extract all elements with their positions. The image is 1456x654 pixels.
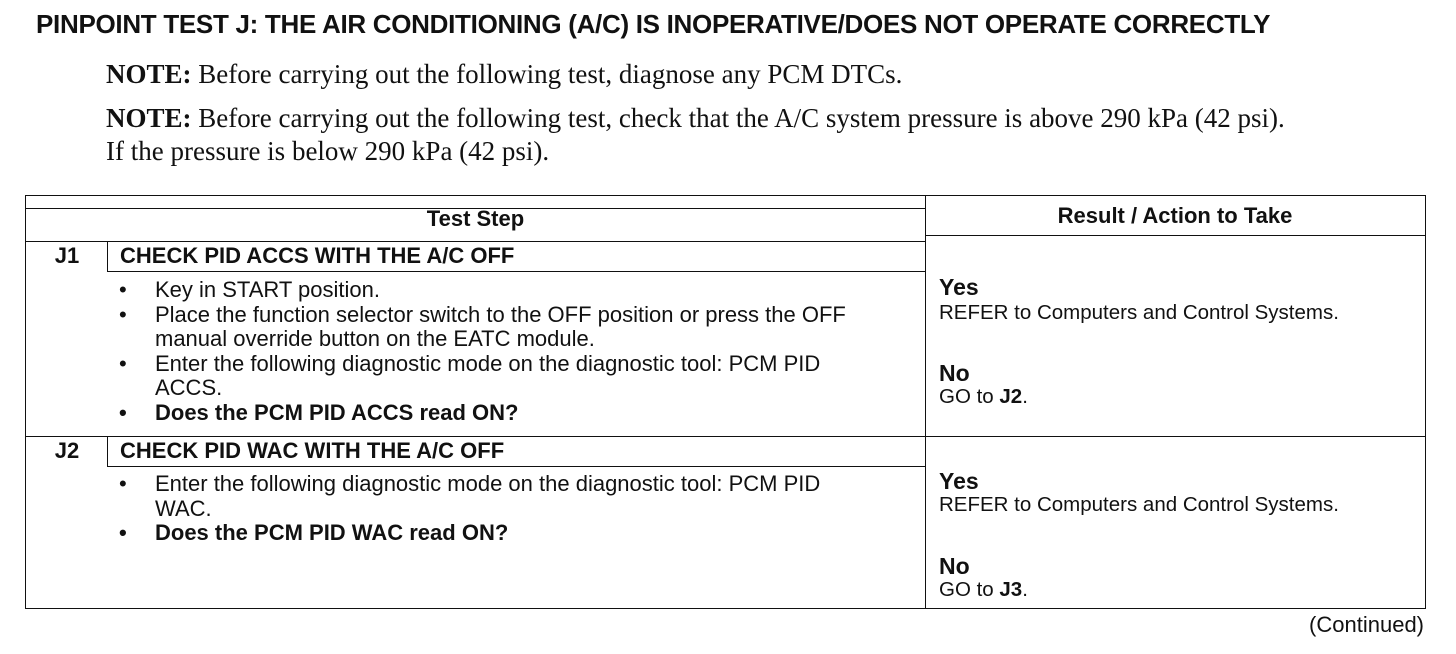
row-divider: [26, 436, 1425, 437]
result-no-suffix: .: [1022, 578, 1028, 601]
note-text: Before carrying out the following test, diagnose any PCM DTCs.: [198, 59, 903, 89]
result-no-prefix: GO to: [939, 385, 1000, 408]
page-title: PINPOINT TEST J: THE AIR CONDITIONING (A/C) IS INOPERATIVE/DOES NOT OPERATE CORRECTLY: [36, 9, 1271, 39]
note-ac-pressure: [106, 102, 1306, 168]
step-title: CHECK PID WAC WITH THE A/C OFF: [120, 438, 505, 463]
note-pcm-dtcs: [106, 58, 1306, 91]
result-no-label: No: [939, 360, 970, 386]
step-id: J1: [54, 243, 80, 268]
row-divider: [925, 235, 1425, 236]
column-divider: [925, 196, 926, 608]
result-no-action: [939, 385, 1028, 409]
instruction-item: • Enter the following diagnostic mode on the diagnostic tool: PCM PID ACCS.: [111, 352, 871, 401]
instruction-question: • Does the PCM PID ACCS read ON?: [111, 401, 871, 426]
result-yes-label: Yes: [939, 468, 979, 494]
step-id: J2: [54, 438, 80, 463]
result-no-target: J3: [999, 578, 1023, 601]
header-result-action: Result / Action to Take: [1057, 203, 1293, 228]
step-instructions: [111, 278, 871, 425]
header-test-step: Test Step: [426, 206, 525, 231]
result-no-suffix: .: [1022, 385, 1028, 408]
instruction-item: • Key in START position.: [111, 278, 871, 303]
result-no-label: No: [939, 553, 970, 579]
result-yes-action: REFER to Computers and Control Systems.: [939, 301, 1339, 324]
row-divider: [107, 271, 925, 272]
result-yes-label: Yes: [939, 274, 979, 300]
note-label: NOTE:: [106, 59, 192, 89]
result-yes-action: REFER to Computers and Control Systems.: [939, 493, 1339, 516]
result-no-action: [939, 578, 1028, 602]
instruction-item: • Enter the following diagnostic mode on the diagnostic tool: PCM PID WAC.: [111, 472, 871, 521]
continued-label: (Continued): [1309, 612, 1424, 637]
row-divider: [26, 241, 925, 242]
note-text: Before carrying out the following test, check that the A/C system pressure is above 290 kPa (42 psi). If the pressure is below 290 kPa (42 psi).: [106, 103, 1285, 166]
note-label: NOTE:: [106, 103, 192, 133]
result-no-target: J2: [999, 385, 1023, 408]
step-title: CHECK PID ACCS WITH THE A/C OFF: [120, 243, 515, 268]
row-divider: [107, 466, 925, 467]
step-instructions: [111, 472, 871, 546]
pinpoint-test-table: [25, 195, 1426, 609]
instruction-item: • Place the function selector switch to the OFF position or press the OFF manual override button on the EATC module.: [111, 303, 871, 352]
instruction-question: • Does the PCM PID WAC read ON?: [111, 521, 871, 546]
result-no-prefix: GO to: [939, 578, 1000, 601]
